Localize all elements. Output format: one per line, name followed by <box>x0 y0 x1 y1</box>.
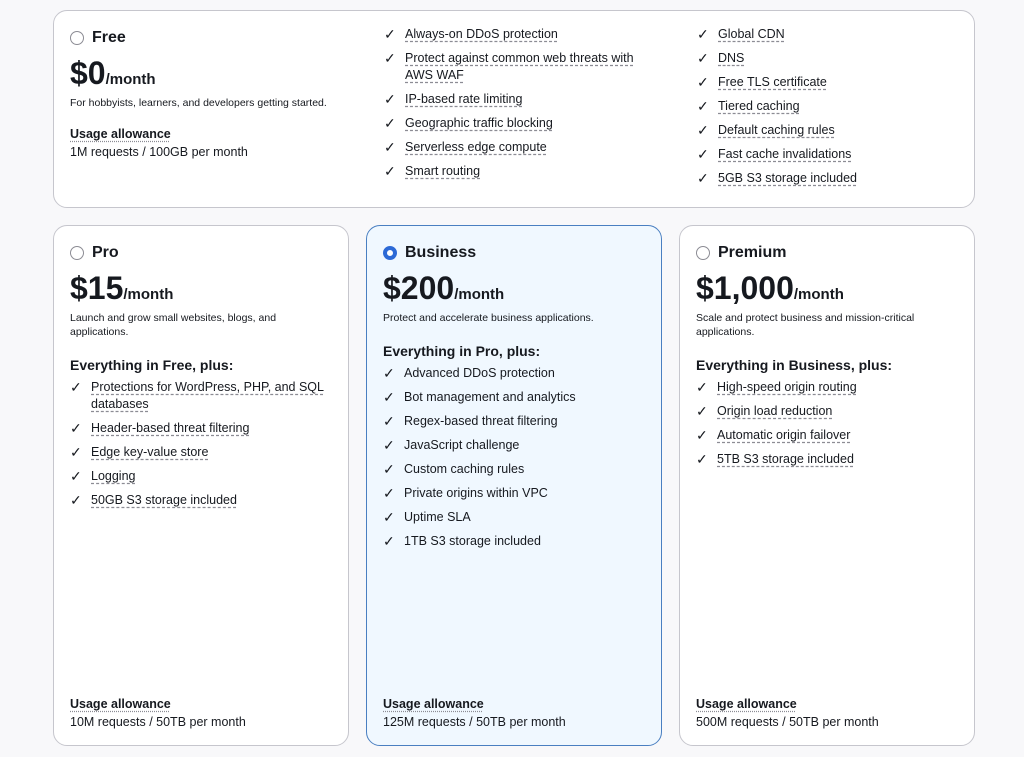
feature-label[interactable]: 5GB S3 storage included <box>718 171 857 185</box>
feature-label[interactable]: 5TB S3 storage included <box>717 452 854 466</box>
plan-name: Business <box>405 244 477 261</box>
includes-heading: Everything in Pro, plus: <box>383 343 541 359</box>
check-icon: ✓ <box>697 26 709 42</box>
plan-radio-pro[interactable] <box>70 246 84 260</box>
check-icon: ✓ <box>383 509 395 525</box>
check-icon: ✓ <box>70 379 82 395</box>
feature-label[interactable]: Logging <box>91 469 136 483</box>
feature-label: Custom caching rules <box>404 462 525 476</box>
check-icon: ✓ <box>696 451 708 467</box>
check-icon: ✓ <box>70 492 82 508</box>
feature-item <box>697 26 957 43</box>
usage-allowance-label[interactable]: Usage allowance <box>70 697 171 711</box>
feature-item <box>383 461 648 478</box>
usage-allowance-value: 10M requests / 50TB per month <box>70 715 246 729</box>
check-icon: ✓ <box>383 437 395 453</box>
feature-item <box>384 115 644 132</box>
check-icon: ✓ <box>697 122 709 138</box>
feature-label[interactable]: Global CDN <box>718 27 785 41</box>
check-icon: ✓ <box>697 146 709 162</box>
feature-item <box>696 451 961 468</box>
plan-price: $0 <box>70 55 106 91</box>
feature-label: Uptime SLA <box>404 510 471 524</box>
check-icon: ✓ <box>383 389 395 405</box>
feature-item <box>697 74 957 91</box>
check-icon: ✓ <box>383 365 395 381</box>
check-icon: ✓ <box>697 74 709 90</box>
feature-label[interactable]: Free TLS certificate <box>718 75 827 89</box>
feature-label[interactable]: Automatic origin failover <box>717 428 851 442</box>
feature-item <box>384 50 644 84</box>
feature-label[interactable]: Default caching rules <box>718 123 835 137</box>
check-icon: ✓ <box>70 444 82 460</box>
feature-item <box>696 427 961 444</box>
feature-item <box>70 420 335 437</box>
plan-price: $1,000 <box>696 270 794 306</box>
check-icon: ✓ <box>70 420 82 436</box>
plan-card-business[interactable] <box>366 225 662 746</box>
feature-item <box>384 139 644 156</box>
feature-item <box>70 379 335 413</box>
plan-radio-free[interactable] <box>70 31 84 45</box>
feature-item <box>70 444 335 461</box>
feature-list <box>70 379 335 509</box>
check-icon: ✓ <box>383 485 395 501</box>
feature-label[interactable]: Serverless edge compute <box>405 140 547 154</box>
feature-item <box>383 365 648 382</box>
check-icon: ✓ <box>383 533 395 549</box>
plan-name: Premium <box>718 244 787 261</box>
feature-item <box>383 437 648 454</box>
check-icon: ✓ <box>383 413 395 429</box>
plan-description: Protect and accelerate business applications. <box>383 312 594 324</box>
feature-item <box>383 485 648 502</box>
check-icon: ✓ <box>697 98 709 114</box>
plan-radio-business[interactable] <box>383 246 397 260</box>
feature-list <box>696 379 961 468</box>
feature-item <box>696 403 961 420</box>
feature-item <box>383 533 648 550</box>
feature-item <box>696 379 961 396</box>
check-icon: ✓ <box>696 379 708 395</box>
check-icon: ✓ <box>696 427 708 443</box>
usage-allowance-value: 500M requests / 50TB per month <box>696 715 879 729</box>
includes-heading: Everything in Business, plus: <box>696 357 893 373</box>
usage-allowance-value: 125M requests / 50TB per month <box>383 715 566 729</box>
plan-card-free[interactable] <box>53 10 975 208</box>
feature-item <box>70 468 335 485</box>
feature-item <box>383 509 648 526</box>
check-icon: ✓ <box>384 163 396 179</box>
check-icon: ✓ <box>384 50 396 66</box>
feature-label[interactable]: Fast cache invalidations <box>718 147 852 161</box>
plan-description: Launch and grow small websites, blogs, and applications. <box>70 312 277 338</box>
usage-allowance-label[interactable]: Usage allowance <box>383 697 484 711</box>
plan-description: Scale and protect business and mission-critical applications. <box>696 312 915 338</box>
feature-item <box>697 170 957 187</box>
feature-item <box>384 26 644 43</box>
feature-item <box>697 146 957 163</box>
feature-item <box>384 163 644 180</box>
feature-label[interactable]: IP-based rate limiting <box>405 92 523 106</box>
check-icon: ✓ <box>696 403 708 419</box>
price-period: /month <box>454 286 505 303</box>
check-icon: ✓ <box>697 50 709 66</box>
feature-label[interactable]: Header-based threat filtering <box>91 421 250 435</box>
usage-allowance-label[interactable]: Usage allowance <box>70 127 171 141</box>
plan-card-premium[interactable] <box>679 225 975 746</box>
feature-label: Private origins within VPC <box>404 486 548 500</box>
price-period: /month <box>123 286 174 303</box>
feature-label[interactable]: Protect against common web threats with AWS WAF <box>405 51 634 82</box>
check-icon: ✓ <box>384 26 396 42</box>
check-icon: ✓ <box>384 139 396 155</box>
feature-label[interactable]: Protections for WordPress, PHP, and SQL databases <box>91 380 324 411</box>
plan-name: Free <box>92 29 126 46</box>
usage-allowance-label[interactable]: Usage allowance <box>696 697 797 711</box>
feature-label: Advanced DDoS protection <box>404 366 555 380</box>
plan-radio-premium[interactable] <box>696 246 710 260</box>
check-icon: ✓ <box>384 115 396 131</box>
feature-label[interactable]: Always-on DDoS protection <box>405 27 558 41</box>
feature-label[interactable]: Origin load reduction <box>717 404 833 418</box>
plan-card-pro[interactable] <box>53 225 349 746</box>
feature-label: Regex-based threat filtering <box>404 414 558 428</box>
check-icon: ✓ <box>383 461 395 477</box>
check-icon: ✓ <box>697 170 709 186</box>
feature-label[interactable]: Edge key-value store <box>91 445 209 459</box>
price-period: /month <box>105 71 156 88</box>
check-icon: ✓ <box>70 468 82 484</box>
feature-label[interactable]: Tiered caching <box>718 99 800 113</box>
feature-label[interactable]: 50GB S3 storage included <box>91 493 237 507</box>
feature-label: 1TB S3 storage included <box>404 534 541 548</box>
feature-item <box>70 492 335 509</box>
plan-description: For hobbyists, learners, and developers getting started. <box>70 97 327 109</box>
plan-name: Pro <box>92 244 119 261</box>
feature-label[interactable]: DNS <box>718 51 745 65</box>
feature-label: Bot management and analytics <box>404 390 576 404</box>
feature-item <box>384 91 644 108</box>
feature-item <box>383 413 648 430</box>
includes-heading: Everything in Free, plus: <box>70 357 234 373</box>
feature-list <box>383 365 648 550</box>
feature-item <box>697 122 957 139</box>
feature-list <box>697 26 957 194</box>
check-icon: ✓ <box>384 91 396 107</box>
feature-item <box>697 98 957 115</box>
feature-item <box>383 389 648 406</box>
feature-label[interactable]: Geographic traffic blocking <box>405 116 553 130</box>
feature-label[interactable]: Smart routing <box>405 164 481 178</box>
feature-list <box>384 26 644 187</box>
plan-price: $200 <box>383 270 455 306</box>
feature-item <box>697 50 957 67</box>
plan-price: $15 <box>70 270 124 306</box>
feature-label[interactable]: High-speed origin routing <box>717 380 857 394</box>
usage-allowance-value: 1M requests / 100GB per month <box>70 145 248 159</box>
feature-label: JavaScript challenge <box>404 438 520 452</box>
price-period: /month <box>793 286 844 303</box>
